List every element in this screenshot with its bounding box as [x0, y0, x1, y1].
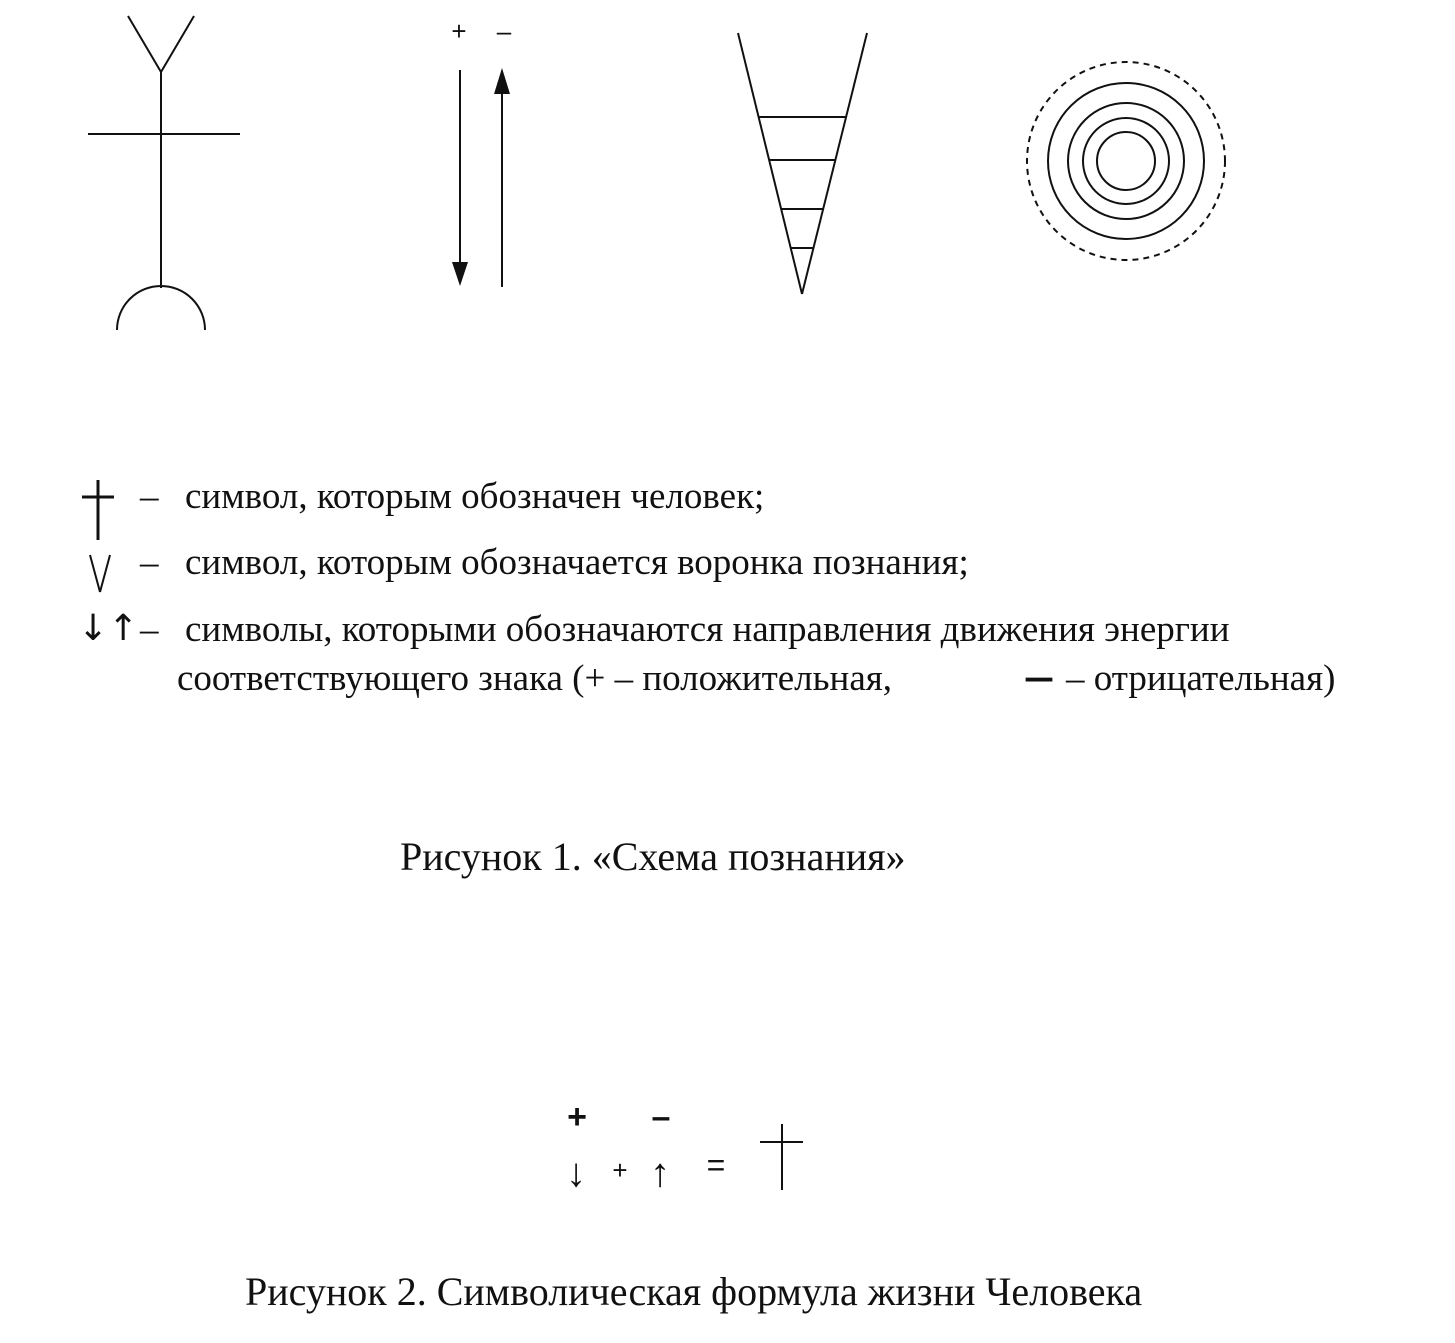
- formula-plus-label: +: [567, 1098, 587, 1136]
- energy-minus-label: –: [496, 16, 512, 46]
- legend-text-human: символ, которым обозначен человек;: [185, 476, 765, 517]
- legend-arrows-symbol-icon: ↓↑: [78, 608, 139, 649]
- formula-down-arrow-icon: ↓: [566, 1151, 586, 1195]
- legend-continuation-before: соответствующего знака (+ – положительная,: [177, 658, 893, 699]
- legend-dash: –: [140, 609, 159, 650]
- legend-dash: –: [140, 542, 159, 583]
- formula-equals-sign: =: [706, 1147, 726, 1183]
- legend-dash: –: [140, 476, 159, 517]
- figure-1-caption: Рисунок 1. «Схема познания»: [400, 834, 906, 879]
- energy-plus-label: +: [451, 16, 467, 46]
- minus-sign-symbol: —: [1024, 661, 1054, 696]
- legend-text-funnel: символ, которым обозначается воронка познания;: [185, 542, 969, 583]
- legend-text-arrows: символы, которыми обозначаются направления движения энергии: [185, 609, 1230, 650]
- formula-up-arrow-icon: ↑: [650, 1151, 670, 1195]
- formula-plus-operator: +: [612, 1155, 628, 1185]
- legend-continuation-after: – отрицательная): [1066, 658, 1336, 699]
- formula-minus-label: –: [651, 1098, 671, 1136]
- figure-2-caption: Рисунок 2. Символическая формула жизни Человека: [245, 1269, 1143, 1314]
